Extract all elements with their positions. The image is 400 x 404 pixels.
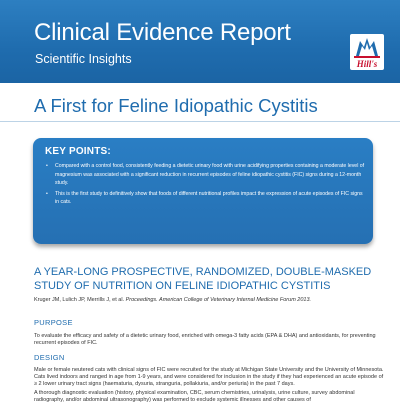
key-point-text: This is the first study to definitively show that foods of different nutritional profiles impact the expression of acute episodes of FIC signs in cats. — [55, 190, 363, 205]
report-title: Clinical Evidence Report — [34, 19, 291, 46]
key-points-box — [33, 138, 373, 244]
key-points-list — [45, 162, 365, 209]
citation-source: Proceedings. American College of Veterinary Internal Medicine Forum 2013. — [125, 297, 312, 303]
bullet-icon: • — [46, 190, 48, 197]
hills-logo-mark-icon — [350, 34, 384, 60]
design-text-1: Male or female neutered cats with clinical signs of FIC were recruited for the study at Michigan State University and the University of Minnesota. Cats lived indoors and ranged in age from 1-9 years, and were considered for inclusion in the study if they had experienced an acute episode of ≥ 2 lower urinary tract signs (haematuria, dysuria, stranguria, pollakiuria, and/or periuria) in the past 7 days. — [34, 367, 384, 388]
citation-authors: Kruger JM, Lulich JP, Merrills J, et al. — [34, 297, 125, 303]
logo-text: Hill's — [356, 59, 378, 69]
purpose-heading: PURPOSE — [34, 318, 73, 327]
study-heading: A YEAR-LONG PROSPECTIVE, RANDOMIZED, DOUBLE-MASKED STUDY OF NUTRITION ON FELINE IDIOPATHIC CYSTITIS — [34, 266, 372, 292]
hills-logo — [350, 34, 384, 70]
key-point-text: Compared with a control food, consistently feeding a dietetic urinary food with urine acidifying properties containing a moderate level of magnesium was associated with a significant reduction in recurrent episodes of feline idiopathic cystitis (FIC) signs during a 12-month study. — [55, 163, 365, 186]
report-header — [0, 0, 400, 83]
article-title: A First for Feline Idiopathic Cystitis — [34, 95, 318, 116]
citation — [34, 297, 384, 304]
key-points-heading: KEY POINTS: — [45, 146, 111, 157]
report-subtitle: Scientific Insights — [35, 52, 132, 66]
design-text-2: A thorough diagnostic evaluation (history, physical examination, CBC, serum chemistries, urinalysis, urine culture, survey abdominal radiography, and/or abdominal ultrasonography) was performed to exclude systemic illnesses and other causes of — [34, 390, 355, 404]
purpose-text: To evaluate the efficacy and safety of a dietetic urinary food, enriched with omega-3 fatty acids (EPA & DHA) and antioxidants, for preventing recurrent episodes of FIC. — [34, 333, 376, 347]
divider — [0, 121, 400, 122]
key-point-item — [45, 162, 365, 188]
key-point-item — [45, 190, 365, 207]
design-heading: DESIGN — [34, 353, 65, 362]
bullet-icon: • — [46, 163, 48, 169]
